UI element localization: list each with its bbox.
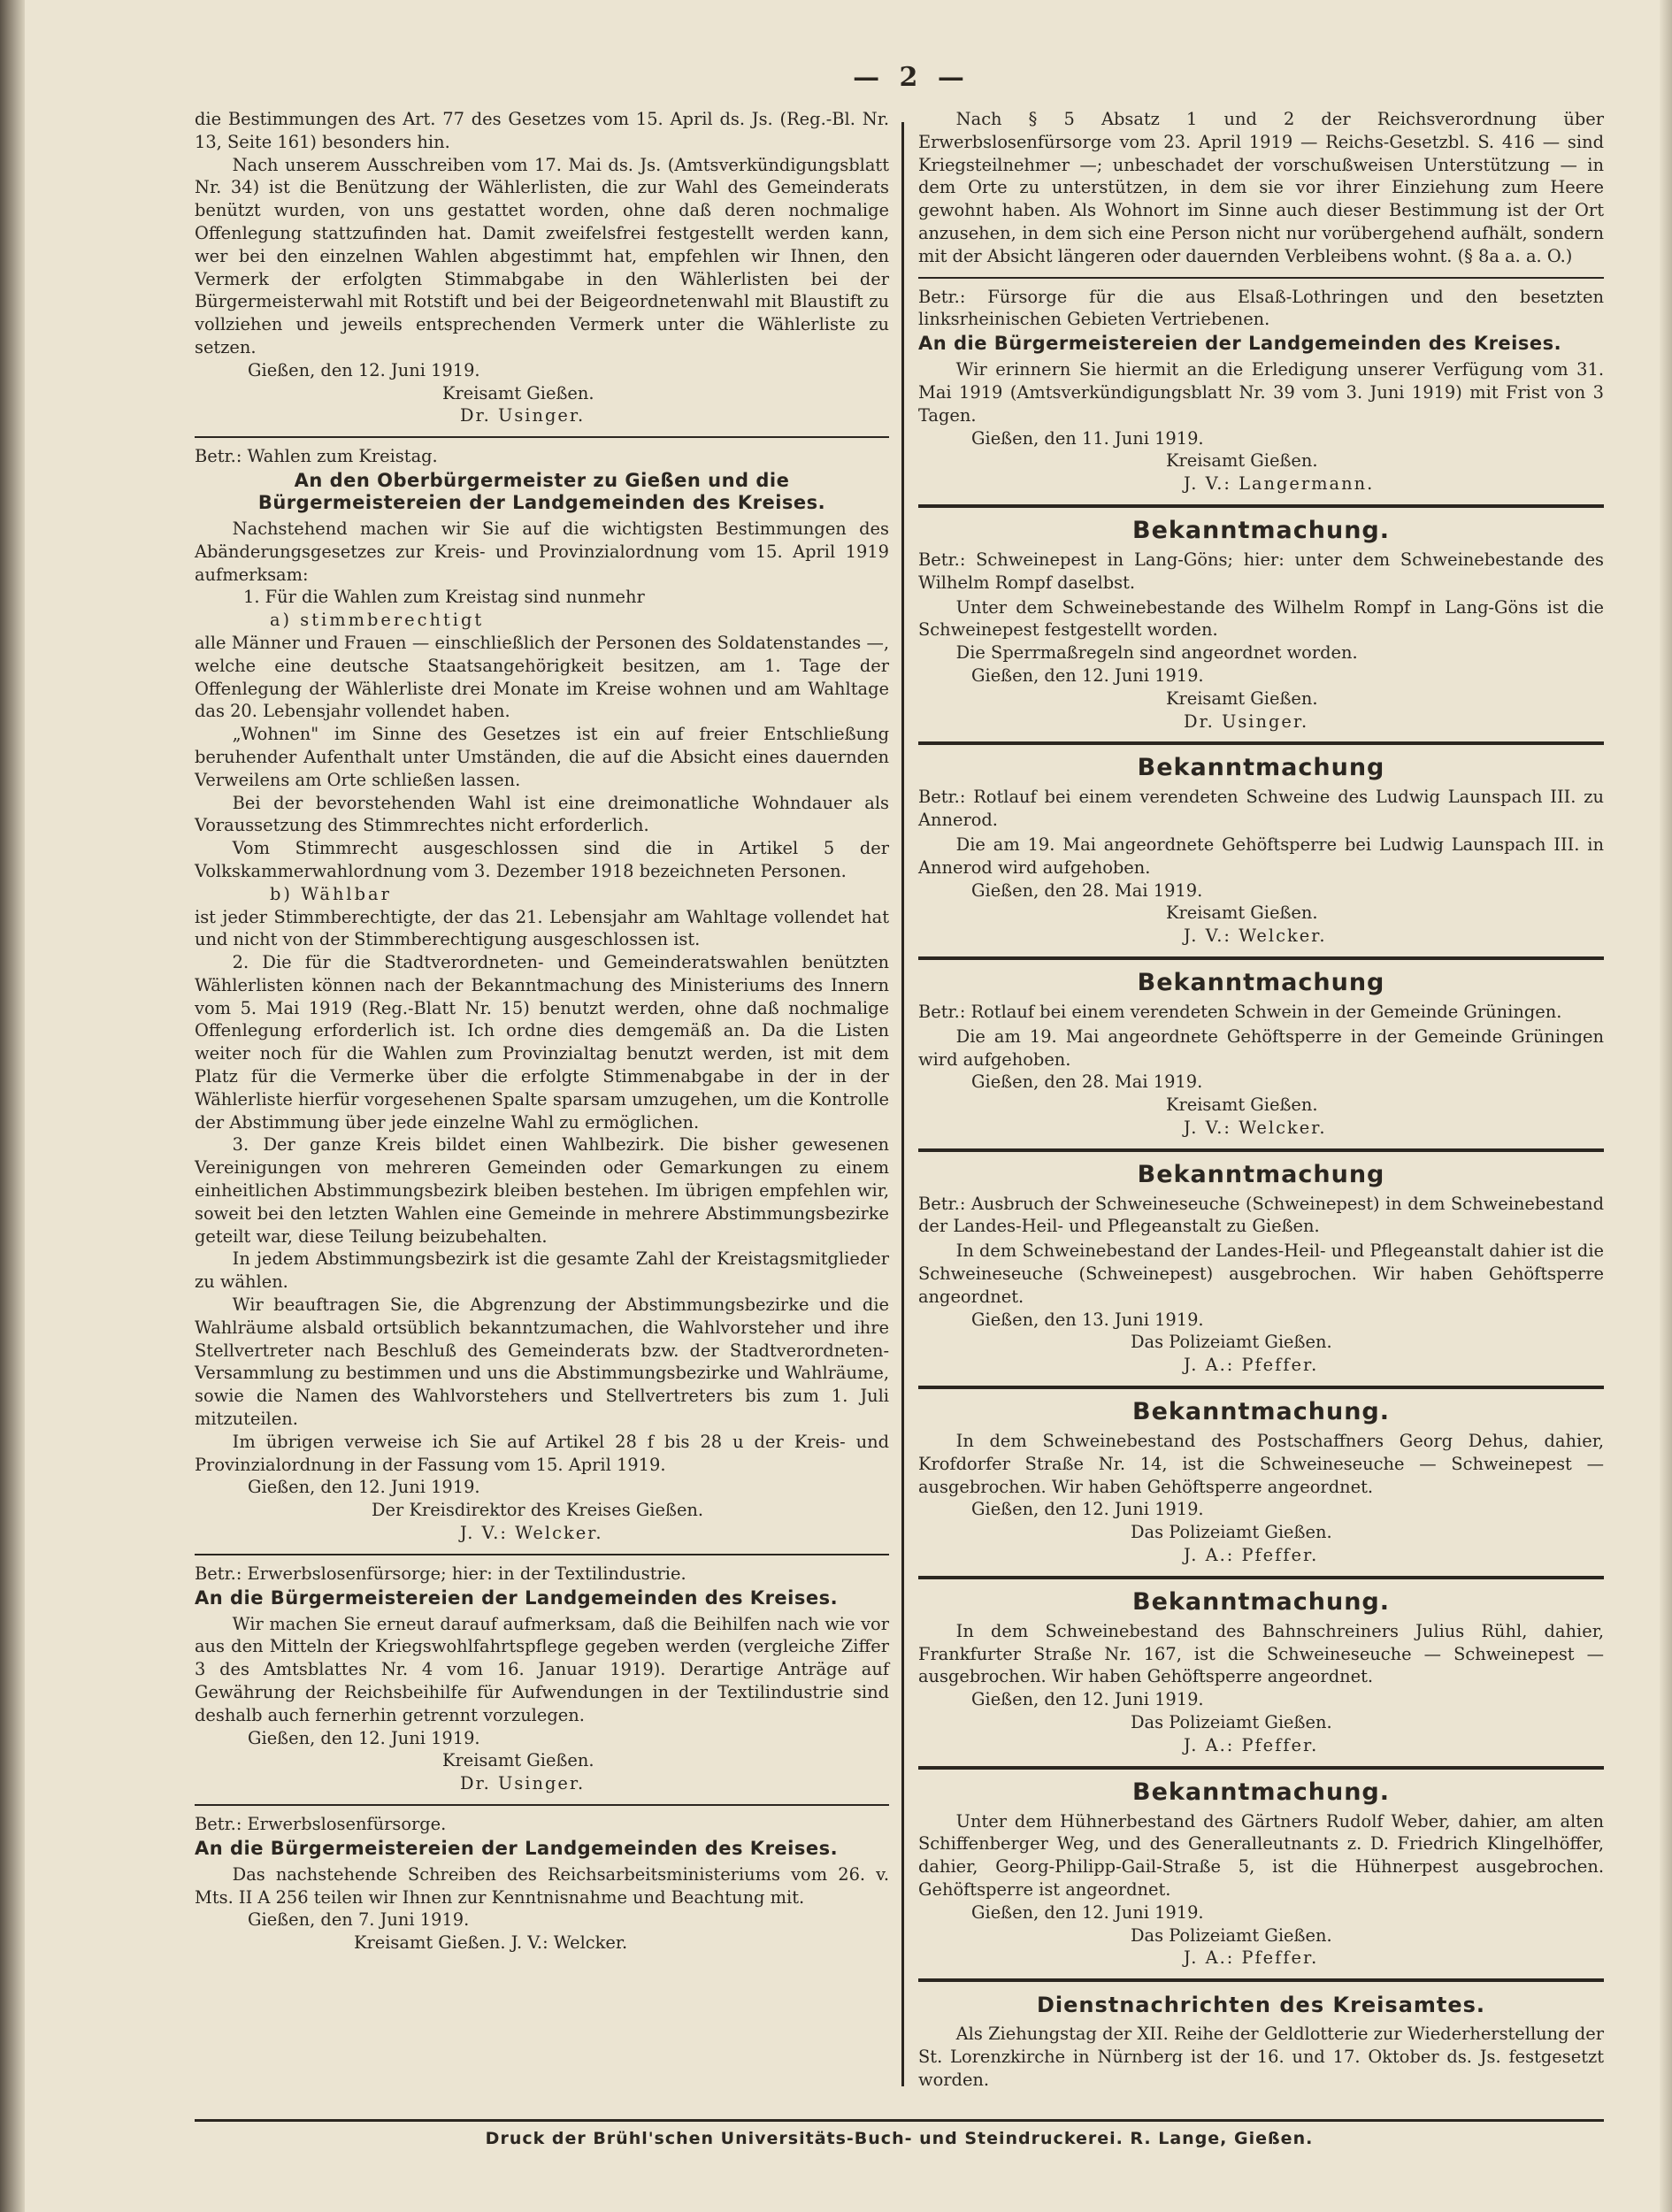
notice-heading: Bekanntmachung. bbox=[1131, 1398, 1391, 1426]
paragraph: alle Männer und Frauen — einschließlich der Personen des Soldatenstandes —, welche eine deutsche Staatsangehörigkeit besitzen, am 1. Tage der Offenlegung der Wählerliste drei Monate im Kreise wohnen und am Wahltage das 20. Lebensjahr vollendet haben. bbox=[195, 632, 889, 722]
authority: Das Polizeiamt Gießen. bbox=[1131, 1712, 1332, 1733]
divider bbox=[195, 436, 889, 438]
place-date: Gießen, den 12. Juni 1919. bbox=[248, 1477, 480, 1498]
divider bbox=[918, 1576, 1604, 1579]
printer-imprint: Druck der Brühl'schen Universitäts-Buch- und Steindruckerei. R. Lange, Gießen. bbox=[195, 2119, 1604, 2148]
place-date: Gießen, den 12. Juni 1919. bbox=[248, 359, 480, 380]
notice-bekanntmachung-grueningen bbox=[918, 965, 1604, 1145]
paragraph: In dem Schweinebestand des Bahnschreiners Julius Rühl, dahier, Frankfurter Straße Nr. 167, ist die Schweineseuche — Schweinepest — ausgebrochen. Wir haben Gehöftsperre angeordnet. bbox=[918, 1620, 1604, 1687]
paragraph: Im übrigen verweise ich Sie auf Artikel 28 f bis 28 u der Kreis- und Provinzialordnung in der Fassung vom 15. April 1919. bbox=[195, 1431, 889, 1475]
right-column bbox=[918, 106, 1604, 2097]
paragraph: Nach unserem Ausschreiben vom 17. Mai ds. Js. (Amtsverkündigungsblatt Nr. 34) ist die Benützung der Wählerlisten, die zur Wahl des Gemeinderats benützt wurden, von uns gestattet worden, ohne daß deren nochmalige Offenlegung stattzufinden hat. Damit zweifelsfrei festgestellt werden kann, wer bei den einzelnen Wahlen abgestimmt hat, empfehlen wir Ihnen, den Vermerk der erfolgten Stimmabgabe in den Wählerlisten bei der Bürgermeisterwahl mit Rotstift und bei der Beigeordnetenwahl mit Blaustift zu vollziehen und jeweils entsprechenden Vermerk unter die Wählerliste zu setzen. bbox=[195, 154, 889, 357]
signature: Dr. Usinger. bbox=[460, 405, 586, 426]
page-edge-shadow-right bbox=[1660, 0, 1672, 2212]
left-column bbox=[195, 106, 889, 1960]
authority: Kreisamt Gießen. bbox=[442, 382, 594, 403]
addressee: An die Bürgermeistereien der Landgemeinden des Kreises. bbox=[195, 1586, 839, 1609]
subject-line: Betr.: Erwerbslosenfürsorge. bbox=[195, 1813, 447, 1834]
notice-heading: Bekanntmachung bbox=[1137, 968, 1385, 996]
notice-heading: Bekanntmachung. bbox=[1131, 1778, 1391, 1806]
divider bbox=[918, 277, 1604, 279]
signature: J. A.: Pfeffer. bbox=[1184, 1355, 1319, 1376]
addressee: An die Bürgermeistereien der Landgemeinden des Kreises. bbox=[918, 333, 1562, 355]
authority: Kreisamt Gießen. bbox=[1166, 687, 1318, 709]
paragraph: „Wohnen" im Sinne des Gesetzes ist ein auf freier Entschließung beruhender Aufenthalt unter Umständen, die auf die Absicht eines dauernden Verweilens am Orte schließen lassen. bbox=[195, 724, 889, 790]
notice-dienstnachrichten bbox=[918, 1987, 1604, 2096]
paragraph: 2. Die für die Stadtverordneten- und Gemeinderatswahlen benützten Wählerlisten können nach der Bekanntmachung des Ministeriums des Innern vom 5. Mai 1919 (Reg.-Blatt Nr. 15) benutzt werden, ohne daß nochmalige Offenlegung erforderlich ist. Ich ordne dies demgemäß an. Da die Listen weiter noch für die Wahlen zum Provinzialtag benutzt werden, ist mit dem Platz für die Vermerke über die erfolgte Stimmenabgabe in der in der Wählerliste hierfür vorgesehenen Spalte sparsam umzugehen, um die Kontrolle der Abstimmung über jede einzelne Wahl zu ermöglichen. bbox=[195, 952, 889, 1133]
paragraph: In dem Schweinebestand des Postschaffners Georg Dehus, dahier, Krofdorfer Straße Nr. 14, ist die Schweineseuche — Schweinepest — ausgebrochen. Wir haben Gehöftsperre angeordnet. bbox=[918, 1431, 1604, 1497]
paragraph: In dem Schweinebestand der Landes-Heil- und Pflegeanstalt dahier ist die Schweineseuche (Schweinepest) ausgebrochen. Wir haben Gehöftsperre angeordnet. bbox=[918, 1240, 1604, 1307]
paragraph: Vom Stimmrecht ausgeschlossen sind die in Artikel 5 der Volkskammerwahlordnung vom 3. Dezember 1918 bezeichneten Personen. bbox=[195, 838, 889, 881]
signature: Kreisamt Gießen. J. V.: Welcker. bbox=[354, 1932, 628, 1954]
paragraph: Nachstehend machen wir Sie auf die wichtigsten Bestimmungen des Abänderungsgesetzes zur Kreis- und Provinzialordnung vom 15. April 1919 aufmerksam: bbox=[195, 518, 889, 585]
paragraph: Die am 19. Mai angeordnete Gehöftsperre bei Ludwig Launspach III. in Annerod wird aufgehoben. bbox=[918, 833, 1604, 878]
paragraph: ist jeder Stimmberechtigte, der das 21. Lebensjahr am Wahltage vollendet hat und nicht von der Stimmberechtigung ausgeschlossen ist. bbox=[195, 906, 889, 950]
signature: J. V.: Welcker. bbox=[460, 1523, 603, 1544]
paragraph: Die Sperrmaßregeln sind angeordnet worden. bbox=[955, 642, 1358, 664]
notice-bekanntmachung-landesheilanstalt bbox=[918, 1157, 1604, 1382]
place-date: Gießen, den 12. Juni 1919. bbox=[971, 664, 1204, 686]
authority: Kreisamt Gießen. bbox=[1166, 902, 1318, 924]
paragraph: Unter dem Schweinebestande des Wilhelm Rompf in Lang-Göns ist die Schweinepest festgestellt worden. bbox=[918, 596, 1604, 641]
subject-line: Betr.: Rotlauf bei einem verendeten Schwein in der Gemeinde Grüningen. bbox=[918, 1001, 1562, 1022]
place-date: Gießen, den 11. Juni 1919. bbox=[971, 427, 1204, 449]
signature: Dr. Usinger. bbox=[460, 1773, 586, 1794]
notice-bekanntmachung-annerod bbox=[918, 750, 1604, 953]
subject-line: Betr.: Erwerbslosenfürsorge; hier: in der Textilindustrie. bbox=[195, 1563, 686, 1584]
column-divider bbox=[901, 122, 904, 2086]
notice-heading: Dienstnachrichten des Kreisamtes. bbox=[1036, 1993, 1486, 2018]
paragraph: Die am 19. Mai angeordnete Gehöftsperre in der Gemeinde Grüningen wird aufgehoben. bbox=[918, 1025, 1604, 1070]
divider bbox=[918, 1386, 1604, 1389]
subject-line: Betr.: Fürsorge für die aus Elsaß-Lothringen und den besetzten linksrheinischen Gebieten Vertriebenen. bbox=[918, 286, 1604, 330]
notice-erwerbslosenfuersorge-textil bbox=[195, 1561, 889, 1801]
authority: Kreisamt Gießen. bbox=[1166, 450, 1318, 472]
addressee: An die Bürgermeistereien der Landgemeinden des Kreises. bbox=[195, 1837, 839, 1859]
paragraph: Das nachstehende Schreiben des Reichsarbeitsministeriums vom 26. v. Mts. II A 256 teilen wir Ihnen zur Kenntnisnahme und Beachtung mit. bbox=[195, 1863, 889, 1908]
signature: Dr. Usinger. bbox=[1184, 710, 1309, 732]
notice-bekanntmachung-ruehl bbox=[918, 1585, 1604, 1763]
authority: Das Polizeiamt Gießen. bbox=[1131, 1332, 1332, 1353]
place-date: Gießen, den 12. Juni 1919. bbox=[971, 1689, 1204, 1710]
paragraph: Unter dem Hühnerbestand des Gärtners Rudolf Weber, dahier, am alten Schiffenberger Weg, und des Generalleutnants z. D. Friedrich Klingelhöffer, dahier, Georg-Philipp-Gail-Straße 5, ist die Hühnerpest ausgebrochen. Gehöftsperre ist angeordnet. bbox=[918, 1810, 1604, 1901]
subject-line: Betr.: Rotlauf bei einem verendeten Schweine des Ludwig Launspach III. zu Annerod. bbox=[918, 787, 1604, 831]
paragraph: 1. Für die Wahlen zum Kreistag sind nunmehr bbox=[243, 587, 645, 608]
paragraph: In jedem Abstimmungsbezirk ist die gesamte Zahl der Kreistagsmitglieder zu wählen. bbox=[195, 1248, 889, 1293]
signature: J. V.: Langermann. bbox=[1184, 473, 1375, 495]
signature: J. A.: Pfeffer. bbox=[1184, 1734, 1319, 1755]
subject-line: Betr.: Ausbruch der Schweineseuche (Schweinepest) in dem Schweinebestand der Landes-Heil- und Pflegeanstalt zu Gießen. bbox=[918, 1193, 1604, 1237]
page-number: — 2 — bbox=[853, 62, 970, 93]
notice-bekanntmachung-lang-goens bbox=[918, 513, 1604, 738]
paragraph: die Bestimmungen des Art. 77 des Gesetzes vom 15. April ds. Js. (Reg.-Bl. Nr. 13, Seite 161) besonders hin. bbox=[195, 109, 889, 152]
authority: Das Polizeiamt Gießen. bbox=[1131, 1924, 1332, 1946]
authority: Kreisamt Gießen. bbox=[442, 1750, 594, 1771]
place-date: Gießen, den 12. Juni 1919. bbox=[248, 1727, 480, 1748]
divider bbox=[195, 1804, 889, 1806]
place-date: Gießen, den 7. Juni 1919. bbox=[248, 1909, 470, 1931]
notice-erwerbslosenfuersorge bbox=[195, 1811, 889, 1960]
signature: J. V.: Welcker. bbox=[1184, 926, 1327, 947]
divider bbox=[918, 956, 1604, 960]
signature: J. A.: Pfeffer. bbox=[1184, 1545, 1319, 1566]
paragraph: 3. Der ganze Kreis bildet einen Wahlbezirk. Die bisher gewesenen Vereinigungen von mehreren Gemeinden oder Gemarkungen zu einem einheitlichen Abstimmungsbezirk bleiben bestehen. Im übrigen empfehlen wir, soweit bei den letzten Wahlen eine Gemeinde in mehrere Abstimmungsbezirke geteilt war, diese Teilung beizubehalten. bbox=[195, 1134, 889, 1247]
notice-wahlen-fortsetzung bbox=[195, 106, 889, 433]
place-date: Gießen, den 28. Mai 1919. bbox=[971, 879, 1203, 901]
paragraph: b) Wählbar bbox=[270, 883, 392, 904]
paragraph: Wir erinnern Sie hiermit an die Erledigung unserer Verfügung vom 31. Mai 1919 (Amtsverkündigungsblatt Nr. 39 vom 3. Juni 1919) mit Frist von 3 Tagen. bbox=[918, 359, 1604, 426]
paragraph: Bei der bevorstehenden Wahl ist eine dreimonatliche Wohndauer als Voraussetzung des Stimmrechtes nicht erforderlich. bbox=[195, 792, 889, 836]
notice-bekanntmachung-huehnerpest bbox=[918, 1775, 1604, 1976]
signature: J. V.: Welcker. bbox=[1184, 1117, 1327, 1138]
subject-line: Betr.: Schweinepest in Lang-Göns; hier: unter dem Schweinebestande des Wilhelm Rompf daselbst. bbox=[918, 549, 1604, 593]
place-date: Gießen, den 28. Mai 1919. bbox=[971, 1071, 1203, 1093]
notice-heading: Bekanntmachung bbox=[1137, 1160, 1385, 1188]
paragraph: Wir beauftragen Sie, die Abgrenzung der Abstimmungsbezirke und die Wahlräume alsbald ortsüblich bekanntzumachen, die Wahlvorsteher und ihre Stellvertreter nach Beschluß des Gemeinderats bzw. der Stadtverordneten-Versammlung zu bestimmen und uns die Abstimmungsbezirke und Wahlräume, sowie die Namen des Wahlvorstehers und Stellvertreters bis zum 1. Juli mitzuteilen. bbox=[195, 1294, 889, 1430]
notice-heading: Bekanntmachung bbox=[1137, 754, 1385, 782]
notice-heading: Bekanntmachung. bbox=[1131, 1587, 1391, 1616]
paragraph: Nach § 5 Absatz 1 und 2 der Reichsverordnung über Erwerbslosenfürsorge vom 23. April 1919 — Reichs-Gesetzbl. S. 416 — sind Kriegsteilnehmer —; unbeschadet der vorschußweisen Unterstützung — in dem Orte zu unterstützen, in dem sie vor ihrer Einziehung zum Heere gewohnt haben. Als Wohnort im Sinne auch dieser Bestimmung ist der Ort anzusehen, in dem sich eine Person nicht nur vorübergehend aufhält, sondern mit der Absicht längeren oder dauernden Verbleibens wohnt. (§ 8a a. a. O.) bbox=[918, 109, 1604, 266]
divider bbox=[918, 504, 1604, 508]
divider bbox=[918, 1148, 1604, 1152]
signature: J. A.: Pfeffer. bbox=[1184, 1947, 1319, 1969]
divider bbox=[918, 741, 1604, 745]
paragraph: Als Ziehungstag der XII. Reihe der Geldlotterie zur Wiederherstellung der St. Lorenzkirche in Nürnberg ist der 16. und 17. Oktober ds. Js. festgesetzt worden. bbox=[918, 2024, 1604, 2090]
notice-heading: Bekanntmachung. bbox=[1131, 516, 1391, 544]
notice-kreistag bbox=[195, 443, 889, 1550]
divider bbox=[918, 1978, 1604, 1982]
authority: Das Polizeiamt Gießen. bbox=[1131, 1522, 1332, 1543]
place-date: Gießen, den 12. Juni 1919. bbox=[971, 1499, 1204, 1520]
notice-reichsverordnung bbox=[918, 106, 1604, 273]
addressee: An den Oberbürgermeister zu Gießen und die Bürgermeistereien der Landgemeinden des Kreises. bbox=[257, 469, 826, 513]
notice-bekanntmachung-dehus bbox=[918, 1394, 1604, 1572]
page-edge-shadow bbox=[0, 0, 25, 2212]
place-date: Gießen, den 13. Juni 1919. bbox=[971, 1309, 1204, 1330]
divider bbox=[918, 1766, 1604, 1770]
paragraph: Wir machen Sie erneut darauf aufmerksam, daß die Beihilfen nach wie vor aus den Mitteln der Kriegswohlfahrtspflege gegeben werden (vergleiche Ziffer 3 des Amtsblattes Nr. 4 vom 16. Januar 1919). Derartige Anträge auf Gewährung der Reichsbeihilfe für Aufwendungen in der Textilindustrie sind deshalb auch fernerhin getrennt vorzulegen. bbox=[195, 1613, 889, 1725]
paragraph: a) stimmberechtigt bbox=[270, 610, 485, 631]
divider bbox=[195, 1554, 889, 1555]
subject-line: Betr.: Wahlen zum Kreistag. bbox=[195, 446, 438, 467]
notice-vertriebene bbox=[918, 284, 1604, 501]
place-date: Gießen, den 12. Juni 1919. bbox=[971, 1901, 1204, 1923]
authority: Der Kreisdirektor des Kreises Gießen. bbox=[372, 1500, 704, 1521]
authority: Kreisamt Gießen. bbox=[1166, 1094, 1318, 1116]
